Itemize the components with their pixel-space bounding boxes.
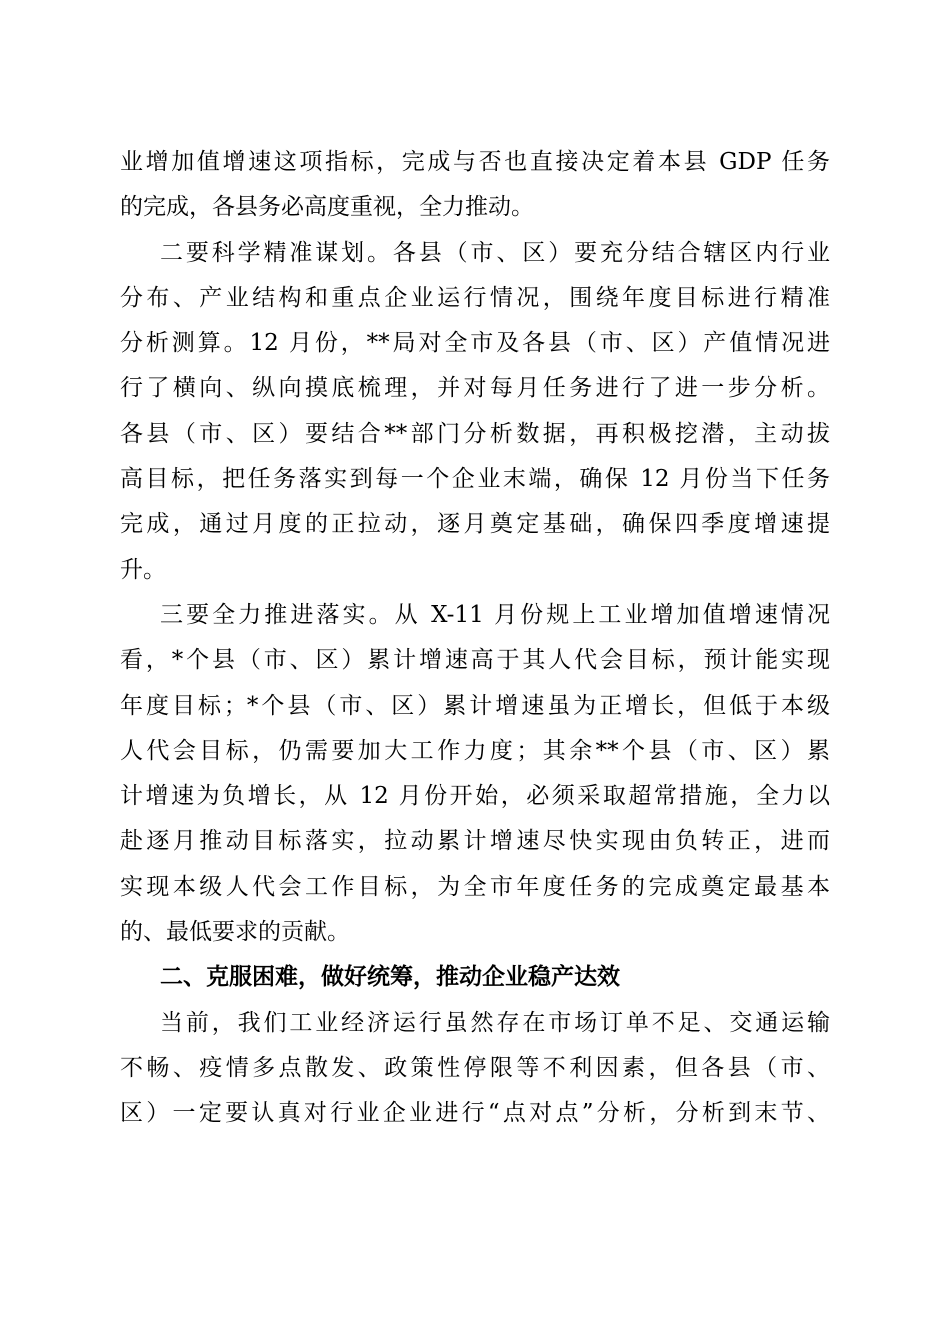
paragraph-line-11: 三要全力推进落实。从 X-11 月份规上工业增加值增速情况 [160,601,830,628]
paragraph-line-21: 不畅、疫情多点散发、政策性停限等不利因素，但各县（市、 [120,1054,830,1081]
paragraph-line-13: 年度目标；*个县（市、区）累计增速虽为正增长，但低于本级 [120,692,830,719]
paragraph-line-1: 业增加值增速这项指标，完成与否也直接决定着本县 GDP 任务 [120,149,830,175]
paragraph-line-18: 的、最低要求的贡献。 [120,919,350,946]
paragraph-line-9: 完成，通过月度的正拉动，逐月奠定基础，确保四季度增速提 [120,511,830,538]
paragraph-line-20: 当前，我们工业经济运行虽然存在市场订单不足、交通运输 [160,1009,830,1036]
document-body [120,140,830,1137]
paragraph-line-7: 各县（市、区）要结合**部门分析数据，再积极挖潜，主动拔 [120,420,830,447]
paragraph-line-22: 区）一定要认真对行业企业进行“点对点”分析，分析到末节、 [120,1100,830,1127]
paragraph-line-5: 分析测算。12 月份，**局对全市及各县（市、区）产值情况进 [120,330,830,357]
paragraph-line-16: 赴逐月推动目标落实，拉动累计增速尽快实现由负转正，进而 [120,828,830,855]
paragraph-line-17: 实现本级人代会工作目标，为全市年度任务的完成奠定最基本 [120,873,830,900]
paragraph-line-8: 高目标，把任务落实到每一个企业末端，确保 12 月份当下任务 [120,466,830,493]
paragraph-line-10: 升。 [120,556,166,583]
paragraph-line-14: 人代会目标，仍需要加大工作力度；其余**个县（市、区）累 [120,737,830,764]
paragraph-line-12: 看，*个县（市、区）累计增速高于其人代会目标，预计能实现 [120,647,830,674]
paragraph-line-2: 的完成，各县务必高度重视，全力推动。 [120,194,534,221]
paragraph-line-4: 分布、产业结构和重点企业运行情况，围绕年度目标进行精准 [120,284,830,311]
paragraph-line-6: 行了横向、纵向摸底梳理，并对每月任务进行了进一步分析。 [120,375,830,402]
paragraph-line-3: 二要科学精准谋划。各县（市、区）要充分结合辖区内行业 [160,239,830,266]
section-heading: 二、克服困难，做好统筹，推动企业稳产达效 [160,964,620,991]
paragraph-line-15: 计增速为负增长，从 12 月份开始，必须采取超常措施，全力以 [120,783,830,810]
